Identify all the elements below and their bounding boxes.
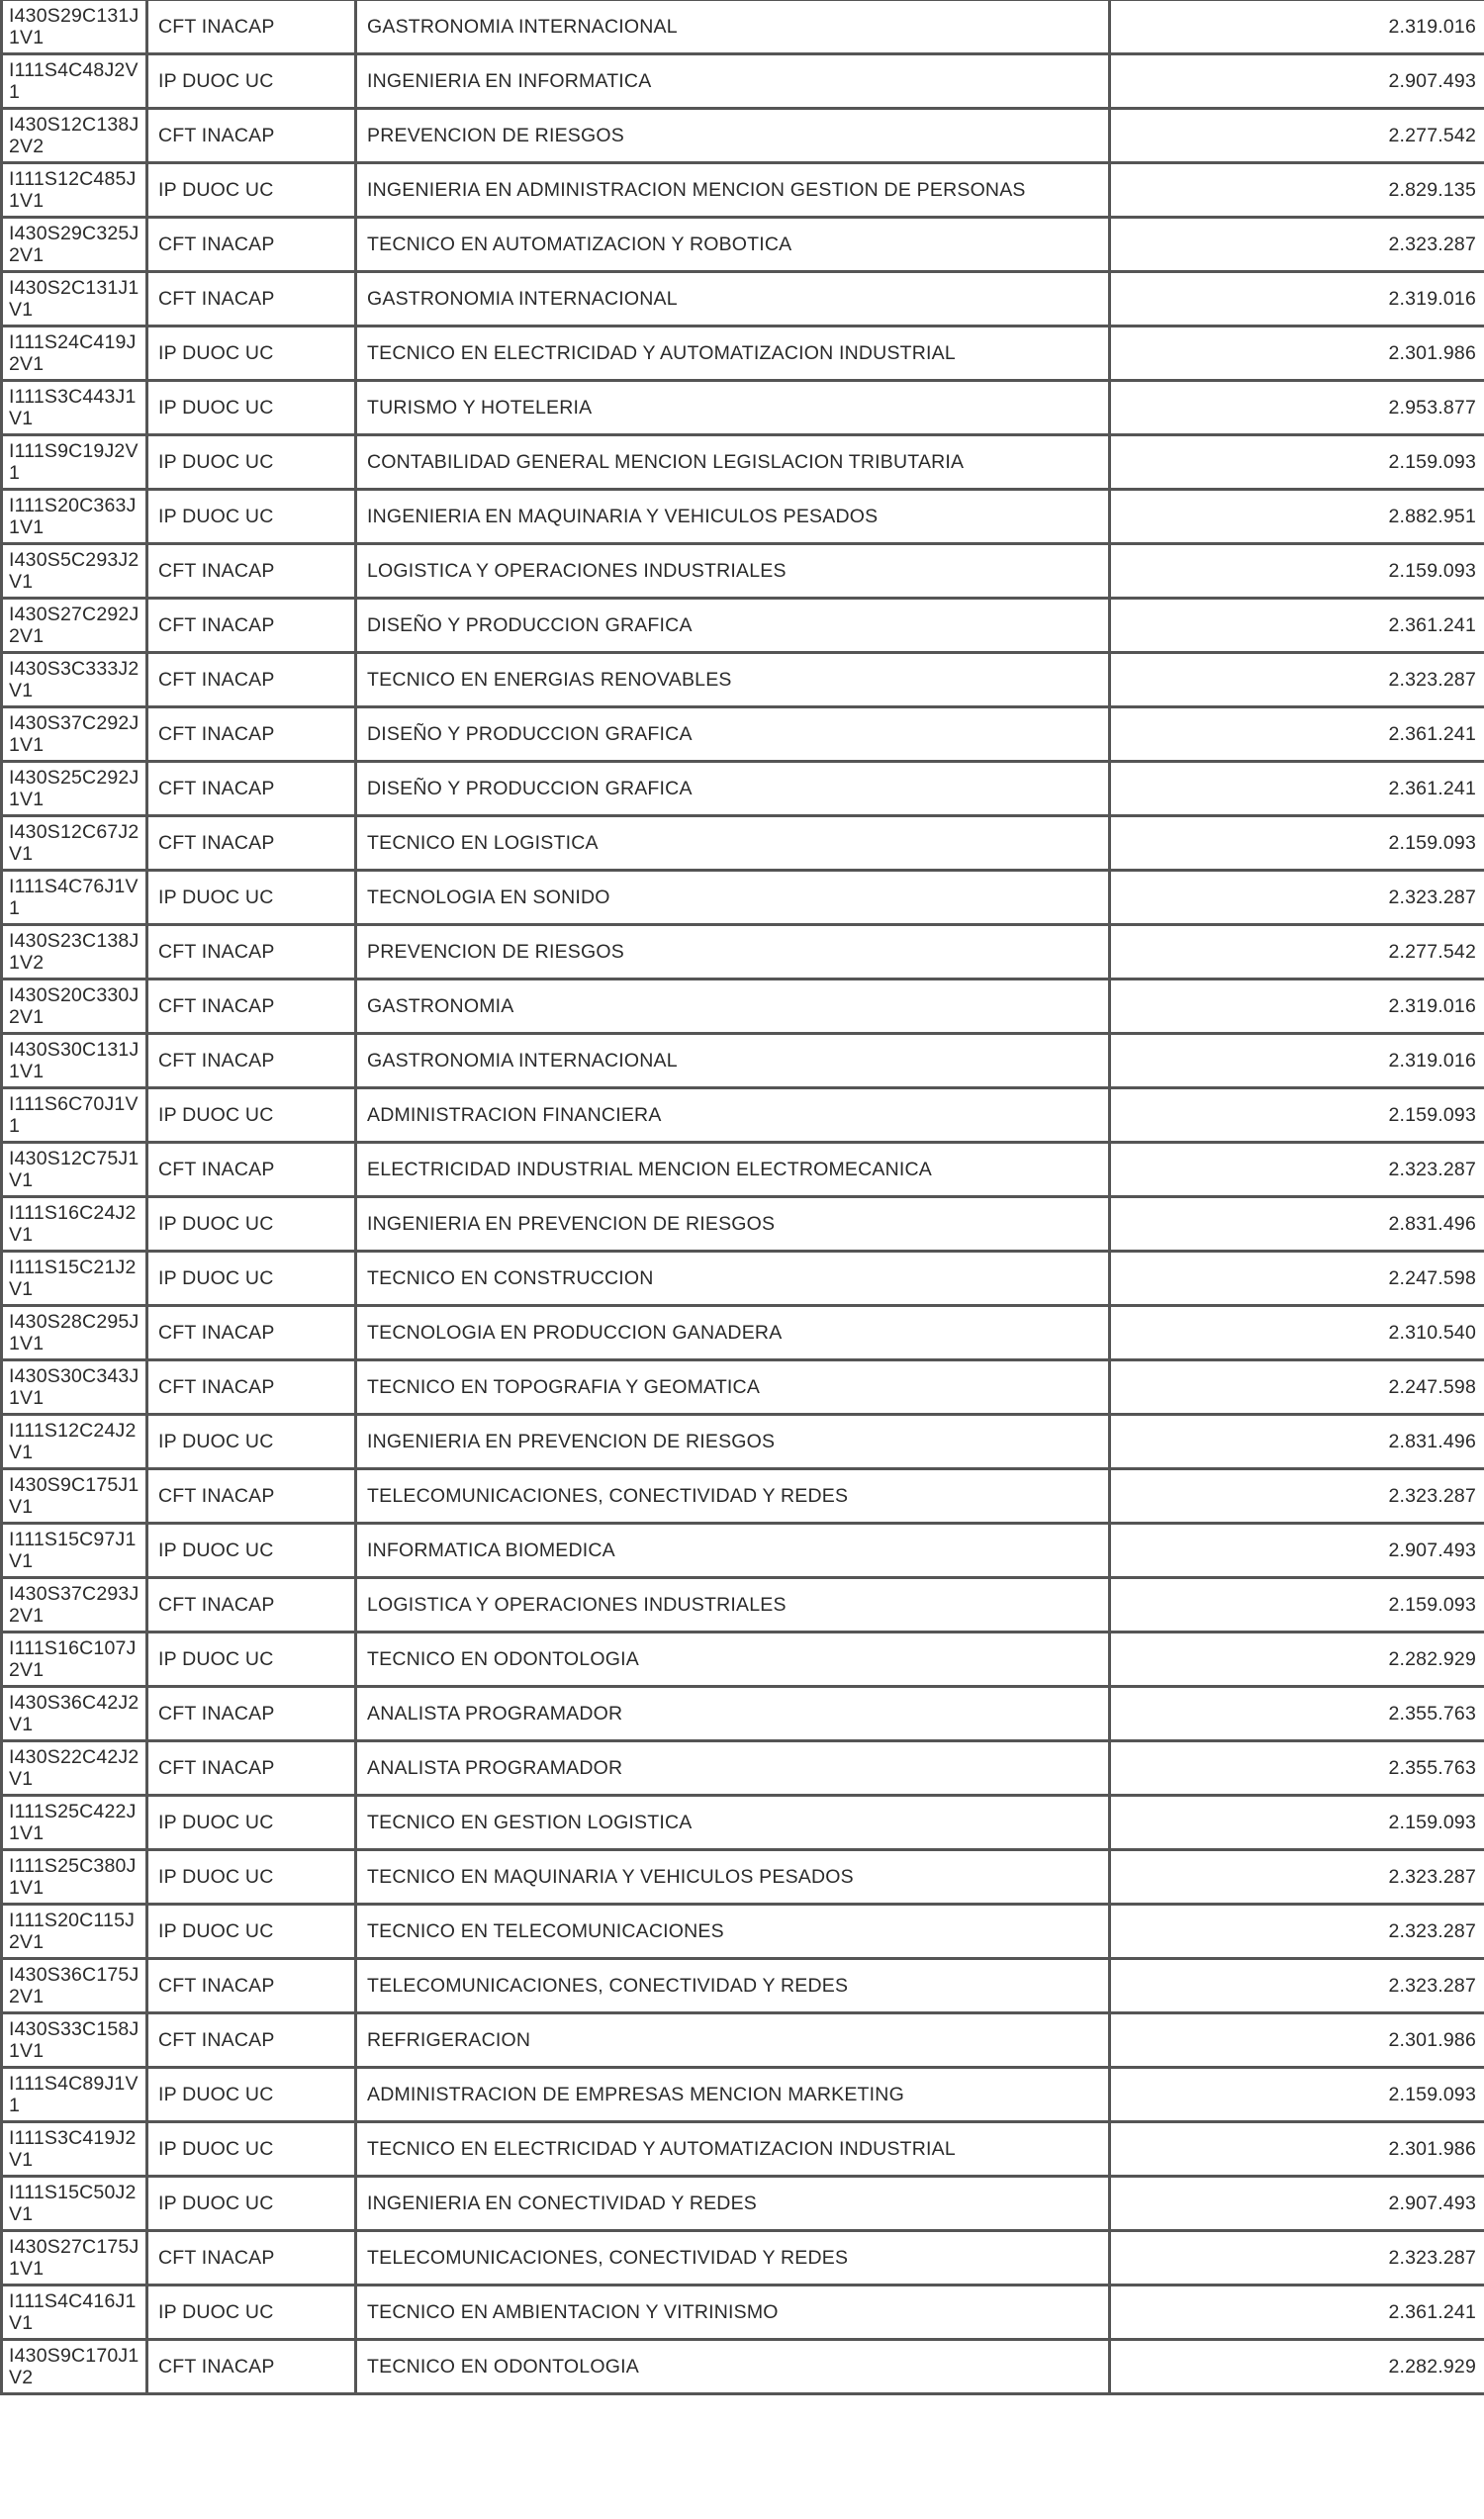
- amount-cell: 2.831.496: [1110, 1415, 1484, 1469]
- institution-cell: CFT INACAP: [147, 707, 356, 762]
- table-row: [2, 1959, 1484, 2013]
- institution-cell: IP DUOC UC: [147, 490, 356, 544]
- amount-cell: 2.361.241: [1110, 599, 1484, 653]
- career-name-cell: TELECOMUNICACIONES, CONECTIVIDAD Y REDES: [356, 1959, 1110, 2013]
- career-code-cell: I430S28C295J1V1: [2, 1306, 147, 1360]
- career-name-cell: TECNICO EN AMBIENTACION Y VITRINISMO: [356, 2286, 1110, 2340]
- career-name-cell: TECNOLOGIA EN PRODUCCION GANADERA: [356, 1306, 1110, 1360]
- career-name-cell: ANALISTA PROGRAMADOR: [356, 1741, 1110, 1796]
- amount-cell: 2.323.287: [1110, 871, 1484, 925]
- institution-cell: CFT INACAP: [147, 544, 356, 599]
- institution-cell: IP DUOC UC: [147, 1197, 356, 1252]
- career-name-cell: DISEÑO Y PRODUCCION GRAFICA: [356, 599, 1110, 653]
- table-row: [2, 1034, 1484, 1088]
- career-code-cell: I430S29C131J1V1: [2, 0, 147, 54]
- institution-cell: IP DUOC UC: [147, 54, 356, 109]
- career-code-cell: I430S30C343J1V1: [2, 1360, 147, 1415]
- institution-cell: CFT INACAP: [147, 925, 356, 980]
- table-row: [2, 1143, 1484, 1197]
- career-code-cell: I111S24C419J2V1: [2, 327, 147, 381]
- career-code-cell: I111S4C416J1V1: [2, 2286, 147, 2340]
- table-row: [2, 163, 1484, 218]
- table-row: [2, 1796, 1484, 1850]
- institution-cell: IP DUOC UC: [147, 1633, 356, 1687]
- table-row: [2, 54, 1484, 109]
- table-row: [2, 816, 1484, 871]
- career-name-cell: INGENIERIA EN PREVENCION DE RIESGOS: [356, 1197, 1110, 1252]
- amount-cell: 2.247.598: [1110, 1252, 1484, 1306]
- amount-cell: 2.323.287: [1110, 2231, 1484, 2286]
- career-name-cell: TECNICO EN ELECTRICIDAD Y AUTOMATIZACION INDUSTRIAL: [356, 2122, 1110, 2177]
- table-row: [2, 544, 1484, 599]
- career-name-cell: TURISMO Y HOTELERIA: [356, 381, 1110, 435]
- amount-cell: 2.323.287: [1110, 1143, 1484, 1197]
- career-name-cell: INGENIERIA EN INFORMATICA: [356, 54, 1110, 109]
- table-row: [2, 2340, 1484, 2394]
- amount-cell: 2.159.093: [1110, 1578, 1484, 1633]
- table-row: [2, 980, 1484, 1034]
- career-code-cell: I111S12C485J1V1: [2, 163, 147, 218]
- table-row: [2, 1360, 1484, 1415]
- table-row: [2, 2068, 1484, 2122]
- amount-cell: 2.277.542: [1110, 109, 1484, 163]
- amount-cell: 2.323.287: [1110, 1959, 1484, 2013]
- institution-cell: IP DUOC UC: [147, 327, 356, 381]
- career-name-cell: TELECOMUNICACIONES, CONECTIVIDAD Y REDES: [356, 1469, 1110, 1524]
- career-name-cell: TECNICO EN AUTOMATIZACION Y ROBOTICA: [356, 218, 1110, 272]
- institution-cell: CFT INACAP: [147, 218, 356, 272]
- amount-cell: 2.159.093: [1110, 544, 1484, 599]
- table-row: [2, 381, 1484, 435]
- career-code-cell: I430S9C170J1V2: [2, 2340, 147, 2394]
- career-code-cell: I430S33C158J1V1: [2, 2013, 147, 2068]
- amount-cell: 2.319.016: [1110, 0, 1484, 54]
- career-code-cell: I430S20C330J2V1: [2, 980, 147, 1034]
- institution-cell: IP DUOC UC: [147, 2286, 356, 2340]
- institution-cell: CFT INACAP: [147, 109, 356, 163]
- institution-cell: CFT INACAP: [147, 272, 356, 327]
- institution-cell: CFT INACAP: [147, 599, 356, 653]
- institution-cell: CFT INACAP: [147, 762, 356, 816]
- table-row: [2, 218, 1484, 272]
- career-name-cell: PREVENCION DE RIESGOS: [356, 925, 1110, 980]
- amount-cell: 2.361.241: [1110, 762, 1484, 816]
- career-name-cell: LOGISTICA Y OPERACIONES INDUSTRIALES: [356, 1578, 1110, 1633]
- table-row: [2, 1578, 1484, 1633]
- career-code-cell: I430S36C42J2V1: [2, 1687, 147, 1741]
- career-code-cell: I430S27C292J2V1: [2, 599, 147, 653]
- career-code-cell: I430S12C75J1V1: [2, 1143, 147, 1197]
- career-code-cell: I430S25C292J1V1: [2, 762, 147, 816]
- institution-cell: IP DUOC UC: [147, 1850, 356, 1905]
- career-code-cell: I111S3C419J2V1: [2, 2122, 147, 2177]
- institution-cell: IP DUOC UC: [147, 1252, 356, 1306]
- table-row: [2, 1415, 1484, 1469]
- career-code-cell: I430S3C333J2V1: [2, 653, 147, 707]
- table-row: [2, 1741, 1484, 1796]
- amount-cell: 2.159.093: [1110, 1088, 1484, 1143]
- amount-cell: 2.907.493: [1110, 2177, 1484, 2231]
- amount-cell: 2.319.016: [1110, 272, 1484, 327]
- career-code-cell: I111S12C24J2V1: [2, 1415, 147, 1469]
- career-code-cell: I430S22C42J2V1: [2, 1741, 147, 1796]
- amount-cell: 2.310.540: [1110, 1306, 1484, 1360]
- table-row: [2, 2286, 1484, 2340]
- career-name-cell: TECNICO EN CONSTRUCCION: [356, 1252, 1110, 1306]
- career-name-cell: INGENIERIA EN ADMINISTRACION MENCION GESTION DE PERSONAS: [356, 163, 1110, 218]
- institution-cell: CFT INACAP: [147, 2231, 356, 2286]
- career-code-cell: I430S12C67J2V1: [2, 816, 147, 871]
- career-code-cell: I430S5C293J2V1: [2, 544, 147, 599]
- institution-cell: IP DUOC UC: [147, 871, 356, 925]
- amount-cell: 2.319.016: [1110, 980, 1484, 1034]
- amount-cell: 2.277.542: [1110, 925, 1484, 980]
- career-name-cell: DISEÑO Y PRODUCCION GRAFICA: [356, 707, 1110, 762]
- amount-cell: 2.361.241: [1110, 2286, 1484, 2340]
- table-row: [2, 1850, 1484, 1905]
- amount-cell: 2.319.016: [1110, 1034, 1484, 1088]
- institution-cell: CFT INACAP: [147, 1034, 356, 1088]
- career-name-cell: GASTRONOMIA INTERNACIONAL: [356, 0, 1110, 54]
- institution-cell: IP DUOC UC: [147, 2177, 356, 2231]
- institution-cell: CFT INACAP: [147, 1143, 356, 1197]
- table-body: [2, 0, 1484, 2394]
- institution-cell: CFT INACAP: [147, 653, 356, 707]
- table-row: [2, 1687, 1484, 1741]
- table-row: [2, 1088, 1484, 1143]
- amount-cell: 2.282.929: [1110, 1633, 1484, 1687]
- career-name-cell: TECNICO EN LOGISTICA: [356, 816, 1110, 871]
- amount-cell: 2.282.929: [1110, 2340, 1484, 2394]
- career-code-cell: I430S2C131J1V1: [2, 272, 147, 327]
- institution-cell: IP DUOC UC: [147, 163, 356, 218]
- amount-cell: 2.907.493: [1110, 1524, 1484, 1578]
- institution-cell: CFT INACAP: [147, 816, 356, 871]
- career-name-cell: TECNICO EN TOPOGRAFIA Y GEOMATICA: [356, 1360, 1110, 1415]
- institution-cell: IP DUOC UC: [147, 2068, 356, 2122]
- table-row: [2, 2177, 1484, 2231]
- amount-cell: 2.323.287: [1110, 218, 1484, 272]
- career-code-cell: I111S4C48J2V1: [2, 54, 147, 109]
- institution-cell: CFT INACAP: [147, 1306, 356, 1360]
- institution-cell: IP DUOC UC: [147, 2122, 356, 2177]
- table-row: [2, 599, 1484, 653]
- institution-cell: CFT INACAP: [147, 980, 356, 1034]
- career-code-cell: I111S6C70J1V1: [2, 1088, 147, 1143]
- career-name-cell: GASTRONOMIA: [356, 980, 1110, 1034]
- amount-cell: 2.907.493: [1110, 54, 1484, 109]
- amount-cell: 2.159.093: [1110, 816, 1484, 871]
- career-name-cell: TECNICO EN GESTION LOGISTICA: [356, 1796, 1110, 1850]
- career-code-cell: I430S37C292J1V1: [2, 707, 147, 762]
- career-name-cell: TECNICO EN ENERGIAS RENOVABLES: [356, 653, 1110, 707]
- career-name-cell: ANALISTA PROGRAMADOR: [356, 1687, 1110, 1741]
- table-row: [2, 1524, 1484, 1578]
- table-row: [2, 653, 1484, 707]
- table-row: [2, 1633, 1484, 1687]
- career-name-cell: GASTRONOMIA INTERNACIONAL: [356, 272, 1110, 327]
- career-code-cell: I111S9C19J2V1: [2, 435, 147, 490]
- career-code-cell: I430S37C293J2V1: [2, 1578, 147, 1633]
- career-code-cell: I111S3C443J1V1: [2, 381, 147, 435]
- institution-cell: IP DUOC UC: [147, 1796, 356, 1850]
- table-row: [2, 109, 1484, 163]
- career-name-cell: TECNICO EN TELECOMUNICACIONES: [356, 1905, 1110, 1959]
- amount-cell: 2.301.986: [1110, 327, 1484, 381]
- career-name-cell: REFRIGERACION: [356, 2013, 1110, 2068]
- table-row: [2, 435, 1484, 490]
- career-code-cell: I111S25C422J1V1: [2, 1796, 147, 1850]
- career-code-cell: I430S36C175J2V1: [2, 1959, 147, 2013]
- career-code-cell: I111S4C76J1V1: [2, 871, 147, 925]
- institution-cell: CFT INACAP: [147, 2340, 356, 2394]
- institution-cell: CFT INACAP: [147, 1741, 356, 1796]
- table-row: [2, 1905, 1484, 1959]
- institution-cell: IP DUOC UC: [147, 1524, 356, 1578]
- amount-cell: 2.355.763: [1110, 1687, 1484, 1741]
- institution-cell: IP DUOC UC: [147, 435, 356, 490]
- table-row: [2, 490, 1484, 544]
- amount-cell: 2.829.135: [1110, 163, 1484, 218]
- institution-cell: CFT INACAP: [147, 1360, 356, 1415]
- career-name-cell: DISEÑO Y PRODUCCION GRAFICA: [356, 762, 1110, 816]
- career-code-cell: I430S23C138J1V2: [2, 925, 147, 980]
- career-code-cell: I111S15C21J2V1: [2, 1252, 147, 1306]
- career-name-cell: CONTABILIDAD GENERAL MENCION LEGISLACION TRIBUTARIA: [356, 435, 1110, 490]
- career-name-cell: GASTRONOMIA INTERNACIONAL: [356, 1034, 1110, 1088]
- table-row: [2, 272, 1484, 327]
- career-code-cell: I430S12C138J2V2: [2, 109, 147, 163]
- career-code-cell: I111S16C24J2V1: [2, 1197, 147, 1252]
- table-row: [2, 925, 1484, 980]
- amount-cell: 2.831.496: [1110, 1197, 1484, 1252]
- amount-cell: 2.301.986: [1110, 2013, 1484, 2068]
- amount-cell: 2.247.598: [1110, 1360, 1484, 1415]
- career-name-cell: INGENIERIA EN CONECTIVIDAD Y REDES: [356, 2177, 1110, 2231]
- table-row: [2, 1306, 1484, 1360]
- institution-cell: CFT INACAP: [147, 2013, 356, 2068]
- amount-cell: 2.159.093: [1110, 435, 1484, 490]
- amount-cell: 2.159.093: [1110, 1796, 1484, 1850]
- institution-cell: CFT INACAP: [147, 1578, 356, 1633]
- table-row: [2, 327, 1484, 381]
- table-row: [2, 0, 1484, 54]
- career-code-cell: I111S20C363J1V1: [2, 490, 147, 544]
- career-name-cell: TECNOLOGIA EN SONIDO: [356, 871, 1110, 925]
- institution-cell: IP DUOC UC: [147, 381, 356, 435]
- table-row: [2, 2122, 1484, 2177]
- career-name-cell: ADMINISTRACION DE EMPRESAS MENCION MARKETING: [356, 2068, 1110, 2122]
- amount-cell: 2.355.763: [1110, 1741, 1484, 1796]
- institution-cell: CFT INACAP: [147, 1687, 356, 1741]
- institution-cell: IP DUOC UC: [147, 1415, 356, 1469]
- career-name-cell: INGENIERIA EN PREVENCION DE RIESGOS: [356, 1415, 1110, 1469]
- table-row: [2, 1252, 1484, 1306]
- table-row: [2, 1469, 1484, 1524]
- career-name-cell: TECNICO EN ODONTOLOGIA: [356, 2340, 1110, 2394]
- amount-cell: 2.323.287: [1110, 1905, 1484, 1959]
- career-name-cell: ELECTRICIDAD INDUSTRIAL MENCION ELECTROMECANICA: [356, 1143, 1110, 1197]
- career-name-cell: TECNICO EN ODONTOLOGIA: [356, 1633, 1110, 1687]
- amount-cell: 2.323.287: [1110, 653, 1484, 707]
- career-name-cell: TECNICO EN MAQUINARIA Y VEHICULOS PESADOS: [356, 1850, 1110, 1905]
- amount-cell: 2.323.287: [1110, 1469, 1484, 1524]
- career-name-cell: TELECOMUNICACIONES, CONECTIVIDAD Y REDES: [356, 2231, 1110, 2286]
- career-name-cell: LOGISTICA Y OPERACIONES INDUSTRIALES: [356, 544, 1110, 599]
- career-name-cell: TECNICO EN ELECTRICIDAD Y AUTOMATIZACION INDUSTRIAL: [356, 327, 1110, 381]
- amount-cell: 2.361.241: [1110, 707, 1484, 762]
- table-row: [2, 707, 1484, 762]
- career-code-cell: I430S30C131J1V1: [2, 1034, 147, 1088]
- career-code-cell: I111S4C89J1V1: [2, 2068, 147, 2122]
- career-code-cell: I111S15C50J2V1: [2, 2177, 147, 2231]
- institution-cell: IP DUOC UC: [147, 1905, 356, 1959]
- amount-cell: 2.953.877: [1110, 381, 1484, 435]
- amount-cell: 2.882.951: [1110, 490, 1484, 544]
- career-name-cell: ADMINISTRACION FINANCIERA: [356, 1088, 1110, 1143]
- table-row: [2, 871, 1484, 925]
- career-code-cell: I430S9C175J1V1: [2, 1469, 147, 1524]
- table-row: [2, 2013, 1484, 2068]
- career-code-cell: I111S20C115J2V1: [2, 1905, 147, 1959]
- amount-cell: 2.323.287: [1110, 1850, 1484, 1905]
- table-row: [2, 2231, 1484, 2286]
- amount-cell: 2.301.986: [1110, 2122, 1484, 2177]
- table-row: [2, 1197, 1484, 1252]
- institution-cell: CFT INACAP: [147, 1959, 356, 2013]
- career-name-cell: INGENIERIA EN MAQUINARIA Y VEHICULOS PESADOS: [356, 490, 1110, 544]
- institution-cell: CFT INACAP: [147, 0, 356, 54]
- career-code-cell: I111S16C107J2V1: [2, 1633, 147, 1687]
- institution-cell: IP DUOC UC: [147, 1088, 356, 1143]
- institution-cell: CFT INACAP: [147, 1469, 356, 1524]
- career-code-cell: I430S29C325J2V1: [2, 218, 147, 272]
- table-row: [2, 762, 1484, 816]
- career-name-cell: PREVENCION DE RIESGOS: [356, 109, 1110, 163]
- amount-cell: 2.159.093: [1110, 2068, 1484, 2122]
- career-code-cell: I111S15C97J1V1: [2, 1524, 147, 1578]
- career-code-cell: I111S25C380J1V1: [2, 1850, 147, 1905]
- career-name-cell: INFORMATICA BIOMEDICA: [356, 1524, 1110, 1578]
- career-code-cell: I430S27C175J1V1: [2, 2231, 147, 2286]
